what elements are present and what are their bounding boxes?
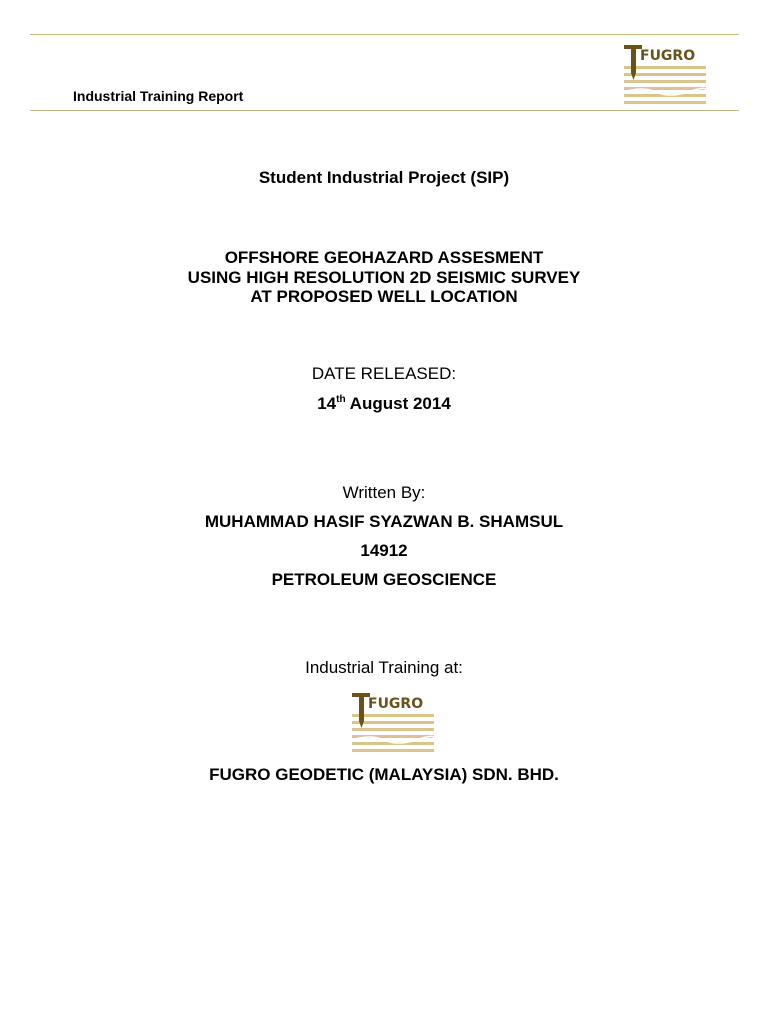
written-by-label: Written By:	[342, 483, 426, 502]
report-title	[0, 248, 768, 307]
program-name: PETROLEUM GEOSCIENCE	[271, 570, 497, 589]
student-id: 14912	[360, 541, 408, 560]
svg-text:FUGRO: FUGRO	[368, 696, 424, 712]
report-title-line: USING HIGH RESOLUTION 2D SEISMIC SURVEY	[187, 267, 581, 287]
date-day: 14	[317, 394, 337, 413]
header-top-rule	[30, 34, 739, 35]
fugro-logo-company	[350, 690, 436, 752]
training-at-label: Industrial Training at:	[305, 658, 463, 677]
author-name: MUHAMMAD HASIF SYAZWAN B. SHAMSUL	[204, 512, 564, 531]
header-bottom-rule	[30, 110, 739, 111]
svg-text:FUGRO: FUGRO	[640, 48, 696, 64]
report-title-line: AT PROPOSED WELL LOCATION	[250, 287, 518, 306]
date-released-value	[0, 394, 768, 414]
date-released-label: DATE RELEASED:	[311, 364, 457, 383]
fugro-logo-header	[622, 42, 708, 104]
project-title: Student Industrial Project (SIP)	[258, 168, 510, 187]
date-suffix: th	[336, 394, 346, 405]
company-name: FUGRO GEODETIC (MALAYSIA) SDN. BHD.	[209, 765, 559, 784]
header-title: Industrial Training Report	[73, 88, 244, 104]
report-title-line: OFFSHORE GEOHAZARD ASSESMENT	[224, 248, 544, 267]
date-month-year: August 2014	[345, 394, 451, 413]
